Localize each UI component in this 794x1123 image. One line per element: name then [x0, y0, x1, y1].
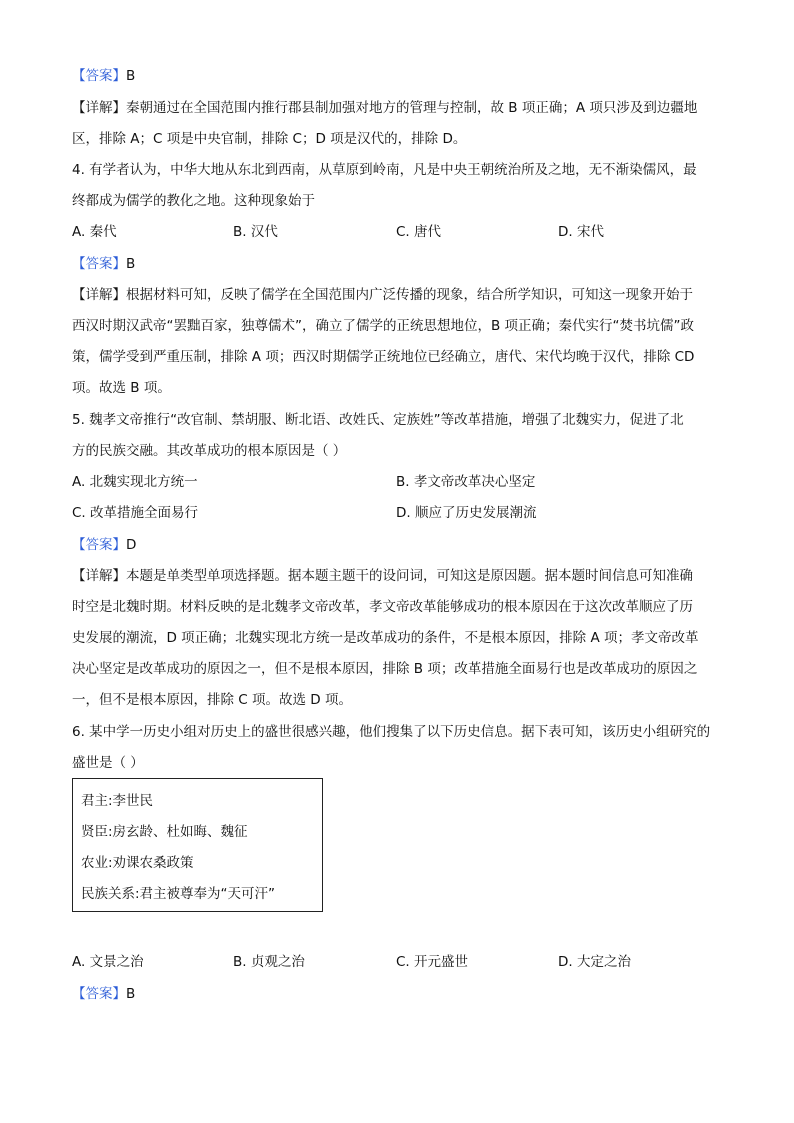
answer-tag: 【答案】: [72, 68, 126, 84]
info-row: 贤臣:房玄龄、杜如晦、魏征: [81, 824, 248, 840]
option-b: B. 孝文帝改革决心坚定: [396, 474, 536, 490]
detail-text: 项。故选 B 项。: [72, 380, 171, 396]
option-b: B. 贞观之治: [233, 954, 305, 970]
question-stem: 4. 有学者认为，中华大地从东北到西南，从草原到岭南，凡是中央王朝统治所及之地，无不渐染儒风，最: [72, 162, 697, 178]
info-row: 民族关系:君主被尊奉为“天可汗”: [81, 886, 276, 902]
answer-value: D: [126, 537, 137, 553]
detail-text: 西汉时期汉武帝“罢黜百家，独尊儒术”，确立了儒学的正统思想地位，B 项正确；秦代实行“焚书坑儒”政: [72, 318, 695, 334]
option-a: A. 北魏实现北方统一: [72, 474, 198, 490]
option-d: D. 大定之治: [558, 954, 631, 970]
answer-tag: 【答案】: [72, 537, 126, 553]
detail-line: [72, 98, 724, 118]
detail-tag: 【详解】: [72, 287, 126, 303]
answer-value: B: [126, 68, 136, 84]
option-a: A. 秦代: [72, 224, 117, 240]
detail-text: 时空是北魏时期。材料反映的是北魏孝文帝改革，孝文帝改革能够成功的根本原因在于这次改革顺应了历: [72, 599, 693, 615]
question-stem: 方的民族交融。其改革成功的根本原因是（ ）: [72, 443, 347, 459]
detail-text: 策，儒学受到严重压制，排除 A 项；西汉时期儒学正统地位已经确立，唐代、宋代均晚于汉代，排除 CD: [72, 349, 695, 365]
info-row: 农业:劝课农桑政策: [81, 855, 194, 871]
detail-text: 一，但不是根本原因，排除 C 项。故选 D 项。: [72, 692, 352, 708]
option-c: C. 改革措施全面易行: [72, 505, 199, 521]
detail-text: 本题是单类型单项选择题。据本题主题干的设问词，可知这是原因题。据本题时间信息可知准确: [126, 568, 693, 584]
detail-tag: 【详解】: [72, 568, 126, 584]
detail-text: 史发展的潮流，D 项正确；北魏实现北方统一是改革成功的条件，不是根本原因，排除 A 项；孝文帝改革: [72, 630, 699, 646]
answer-line: [72, 535, 724, 555]
answer-line: [72, 984, 724, 1004]
answer-line: [72, 66, 724, 86]
info-row: 君主:李世民: [81, 793, 154, 809]
option-b: B. 汉代: [233, 224, 278, 240]
detail-line: [72, 566, 724, 586]
question-stem: 终都成为儒学的教化之地。这种现象始于: [72, 193, 315, 209]
info-table: [72, 778, 323, 912]
option-d: D. 宋代: [558, 224, 604, 240]
question-stem: 5. 魏孝文帝推行“改官制、禁胡服、断北语、改姓氏、定族姓”等改革措施，增强了北魏实力，促进了北: [72, 412, 684, 428]
option-d: D. 顺应了历史发展潮流: [396, 505, 537, 521]
answer-tag: 【答案】: [72, 986, 126, 1002]
option-c: C. 唐代: [396, 224, 442, 240]
detail-text: 决心坚定是改革成功的原因之一，但不是根本原因，排除 B 项；改革措施全面易行也是改革成功的原因之: [72, 661, 698, 677]
detail-tag: 【详解】: [72, 100, 126, 116]
question-stem: 盛世是（ ）: [72, 755, 144, 771]
detail-line: [72, 285, 724, 305]
option-c: C. 开元盛世: [396, 954, 469, 970]
detail-text: 根据材料可知，反映了儒学在全国范围内广泛传播的现象，结合所学知识，可知这一现象开始于: [126, 287, 693, 303]
detail-text: 秦朝通过在全国范围内推行郡县制加强对地方的管理与控制，故 B 项正确；A 项只涉及到边疆地: [126, 100, 698, 116]
answer-tag: 【答案】: [72, 256, 126, 272]
detail-text: 区，排除 A；C 项是中央官制，排除 C；D 项是汉代的，排除 D。: [72, 131, 467, 147]
option-a: A. 文景之治: [72, 954, 144, 970]
answer-value: B: [126, 256, 136, 272]
question-stem: 6. 某中学一历史小组对历史上的盛世很感兴趣，他们搜集了以下历史信息。据下表可知，该历史小组研究的: [72, 724, 711, 740]
answer-value: B: [126, 986, 136, 1002]
answer-line: [72, 254, 724, 274]
